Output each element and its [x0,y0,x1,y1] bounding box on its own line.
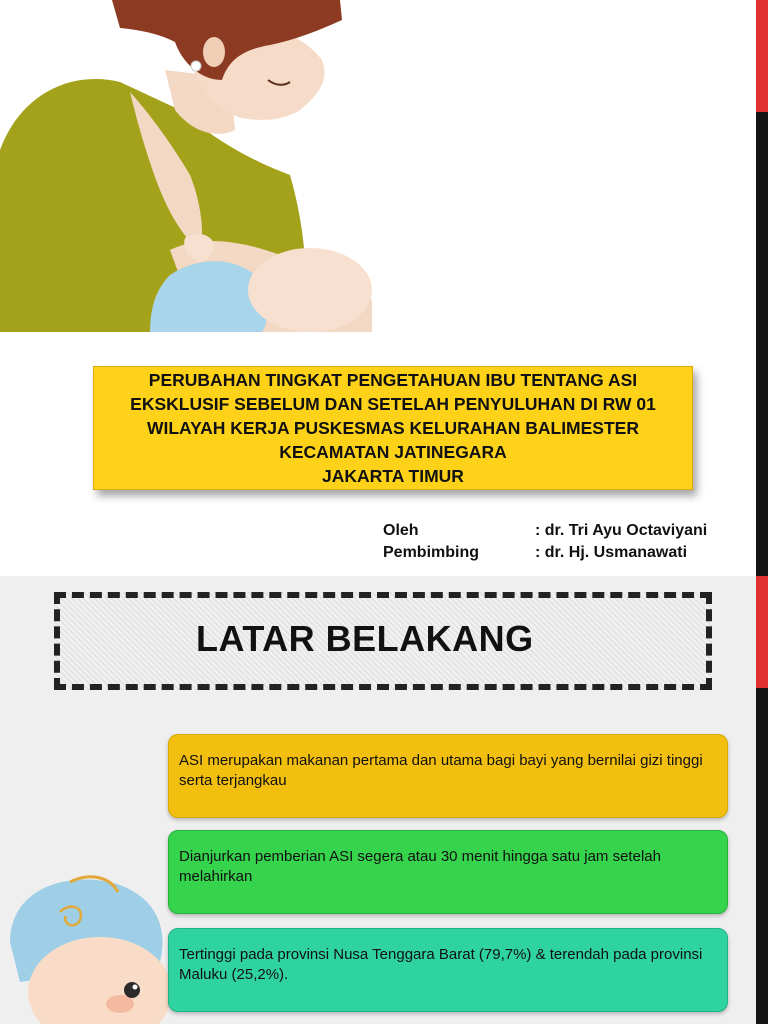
presentation-title-box [93,366,693,490]
section-heading-frame [54,592,712,690]
presentation-title [130,368,656,488]
title-line: JAKARTA TIMUR [322,466,464,486]
credit-label: Pembimbing [383,544,480,561]
info-card-text: Dianjurkan pemberian ASI segera atau 30 menit hingga satu jam setelah melahirkan [179,848,661,885]
title-line: KECAMATAN JATINEGARA [279,442,507,462]
title-line: WILAYAH KERJA PUSKESMAS KELURAHAN BALIMESTER [146,418,639,438]
slide-edge-accent-dark [756,688,768,1024]
section-heading: LATAR BELAKANG [196,618,534,659]
background-slide [0,576,768,1024]
credit-label: Oleh [383,522,419,539]
slide-edge-accent-red [756,0,768,112]
credit-value: : dr. Hj. Usmanawati [535,544,688,561]
slide-edge-accent-dark [756,112,768,576]
credit-value: : dr. Tri Ayu Octaviyani [535,522,708,539]
slide-edge-accent-red [756,576,768,688]
info-card-text: ASI merupakan makanan pertama dan utama bagi bayi yang bernilai gizi tinggi serta terjangkau [179,752,703,789]
credit-supervisor [383,544,687,562]
breastfeeding-mother-illustration [0,0,400,332]
info-card-statistics [168,928,728,1012]
credit-author [383,522,707,540]
title-line: EKSKLUSIF SEBELUM DAN SETELAH PENYULUHAN DI RW 01 [130,394,656,414]
info-card-timing [168,830,728,914]
baby-illustration [0,872,180,1024]
info-card-text: Tertinggi pada provinsi Nusa Tenggara Barat (79,7%) & terendah pada provinsi Maluku (25,2%). [179,946,703,983]
info-card-nutrition [168,734,728,818]
title-line: PERUBAHAN TINGKAT PENGETAHUAN IBU TENTANG ASI [148,370,638,390]
